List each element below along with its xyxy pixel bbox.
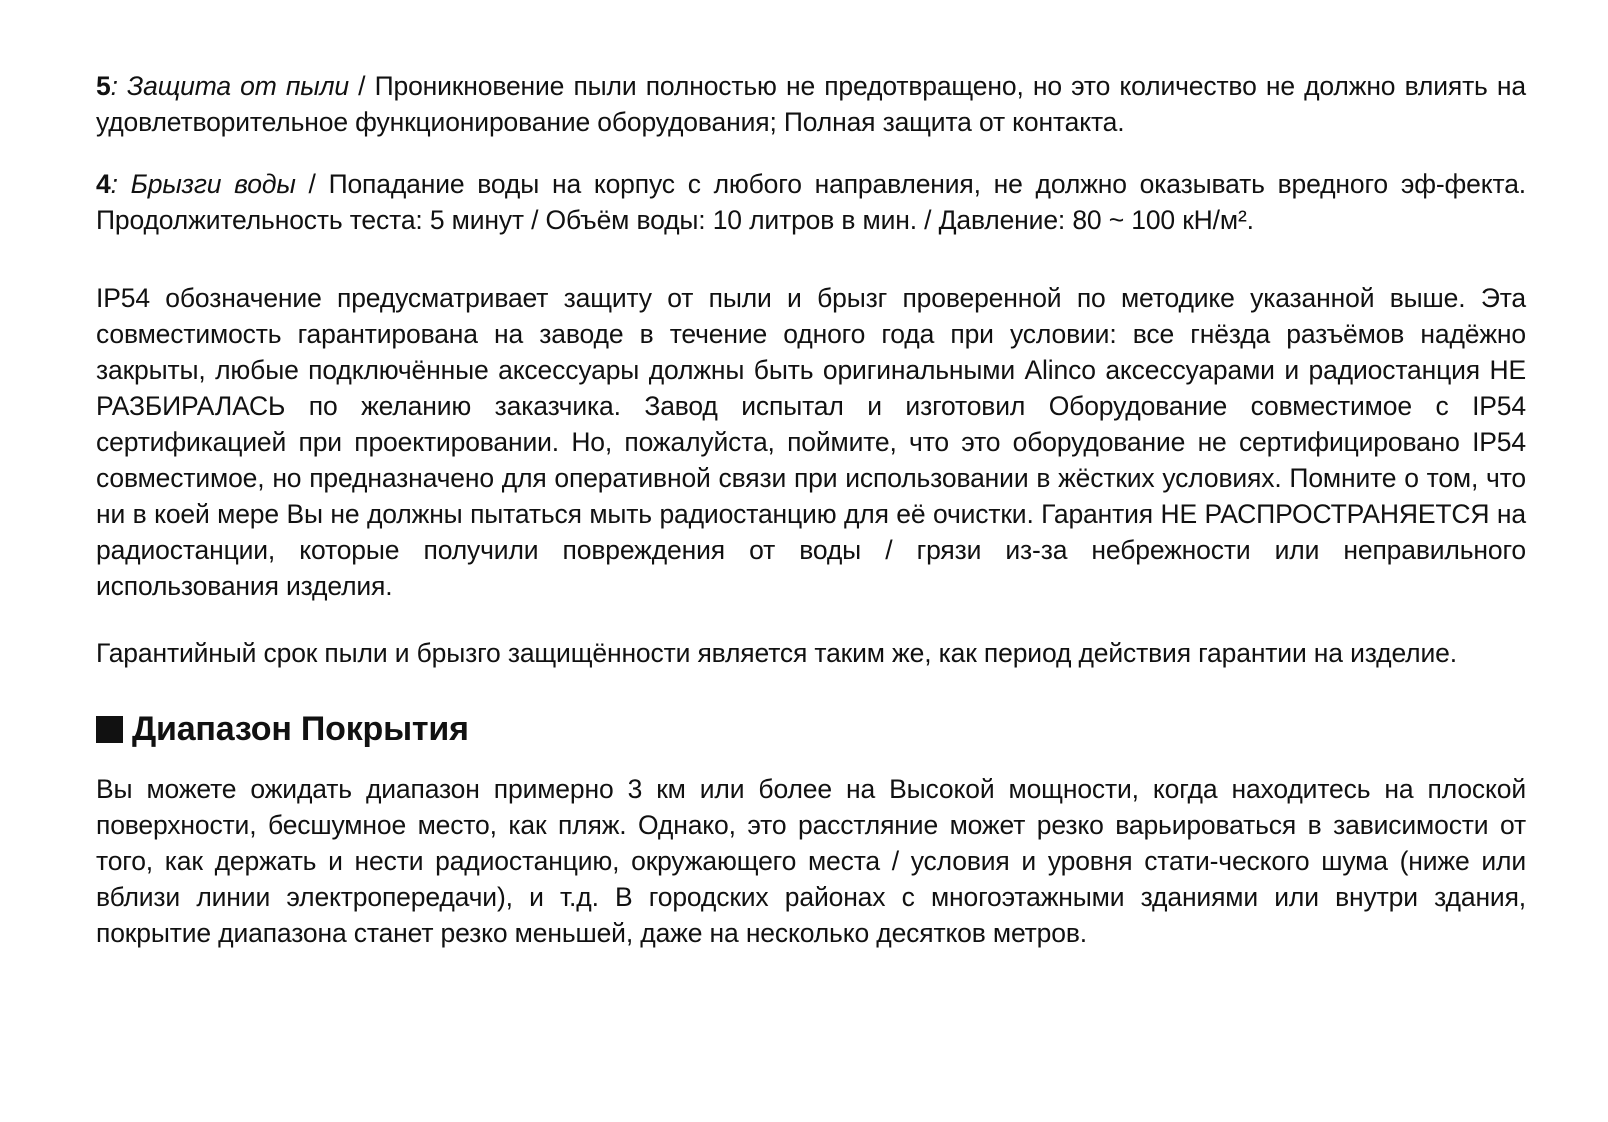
ip54-paragraph: IP54 обозначение предусматривает защиту от пыли и брызг проверенной по методике указанной выше. Эта совместимость гарантирована на заводе в течение одного года при условии: все гнёзда разъёмов надёжно закрыты, любые подключённые аксессуары должны быть оригинальными Alinco аксессуарами и радиостанция НЕ РАЗБИРАЛАСЬ по желанию заказчика. Завод испытал и изготовил Оборудование совместимое с IP54 сертификацией при проектировании. Но, пожалуйста, поймите, что это оборудование не сертифицировано IP54 совместимое, но предназначено для оперативной связи при использовании в жёстких условиях. Помните о том, что ни в коей мере Вы не должны пытаться мыть радиостанцию для её очистки. Гарантия НЕ РАСПРОСТРАНЯЕТСЯ на радиостанции, которые получили повреждения от воды / грязи из-за небрежности или неправильного использования изделия. [96, 283, 1526, 601]
coverage-paragraph: Вы можете ожидать диапазон примерно 3 км или более на Высокой мощности, когда находитесь на плоской поверхности, бесшумное место, как пляж. Однако, это расстляние может резко варьироваться в зависимости от того, как держать и нести радиостанцию, окружающего места / условия и уровня стати-ческого шума (ниже или вблизи линии электропередачи), и т.д. В городских районах с многоэтажными зданиями или внутри здания, покрытие диапазона станет резко меньшей, даже на несколько десятков метров. [96, 774, 1526, 948]
definition-term: : Защита от пыли [110, 71, 349, 101]
definition-water [96, 166, 1526, 238]
square-bullet-icon [96, 716, 123, 743]
definition-text: / Проникновение пыли полностью не предотвращено, но это количество не должно влиять на удовлетворительное функционирование оборудования; Полная защита от контакта. [96, 71, 1526, 137]
section-title: Диапазон Покрытия [132, 710, 469, 748]
warranty-paragraph: Гарантийный срок пыли и брызго защищённости является таким же, как период действия гарантии на изделие. [96, 638, 1457, 668]
definition-dust [96, 68, 1526, 140]
definition-term: : Брызги воды [110, 169, 296, 199]
definition-text: / Попадание воды на корпус с любого направления, не должно оказывать вредного эф-фекта. Продолжительность теста: 5 минут / Объём воды: 10 литров в мин. / Давление: 80 ~ 100 кН/м². [96, 169, 1526, 235]
section-heading [96, 707, 1526, 751]
definition-code: 5 [96, 71, 111, 101]
document-page [96, 68, 1526, 951]
definition-code: 4 [96, 169, 111, 199]
